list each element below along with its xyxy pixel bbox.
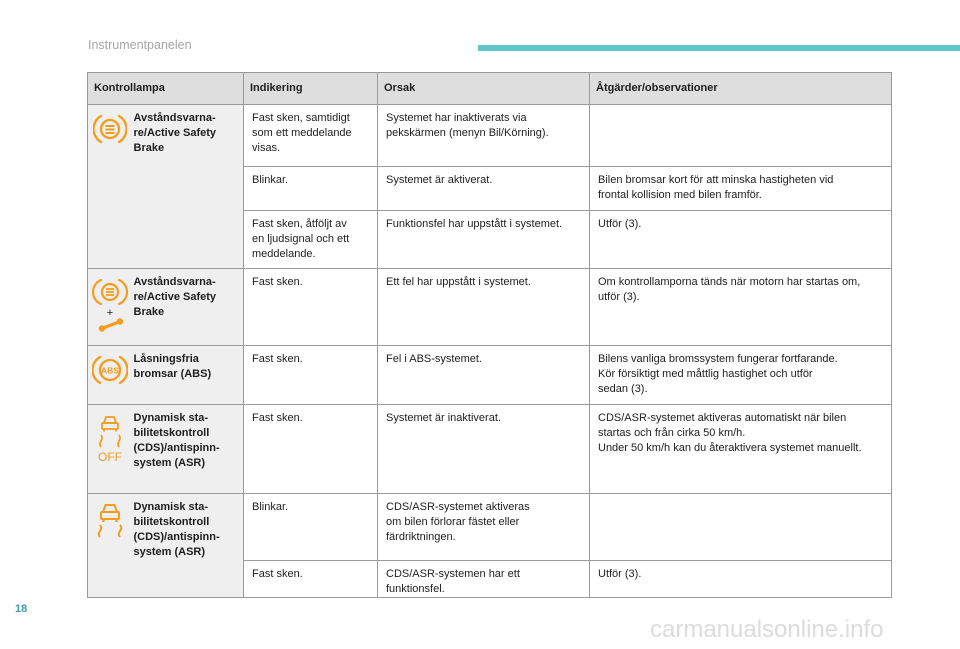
- cause-cell: Fel i ABS-systemet.: [378, 346, 590, 405]
- indication-cell: Blinkar.: [244, 494, 378, 561]
- cause-cell: Systemet är inaktiverat.: [378, 405, 590, 494]
- lamp-icon-cell: [88, 105, 132, 269]
- indication-cell: Fast sken, samtidigt som ett meddelande visas.: [244, 105, 378, 167]
- table-header-row: [88, 73, 892, 105]
- section-title: Instrumentpanelen: [88, 38, 192, 52]
- indication-cell: Fast sken, åtföljt av en ljudsignal och ett meddelande.: [244, 211, 378, 269]
- cause-cell: CDS/ASR-systemen har ett funktionsfel.: [378, 561, 590, 598]
- off-label: OFF: [97, 450, 122, 463]
- distance-alert-icon: [93, 113, 127, 145]
- table-row: [88, 269, 892, 346]
- action-cell: [590, 494, 892, 561]
- cause-cell: Systemet är aktiverat.: [378, 167, 590, 211]
- table-row: [88, 494, 892, 561]
- lamp-name: Avståndsvarna- re/Active Safety Brake: [132, 269, 244, 346]
- abs-icon: [92, 354, 128, 386]
- cause-cell: Ett fel har uppstått i systemet.: [378, 269, 590, 346]
- cause-cell: CDS/ASR-systemet aktiveras om bilen förlorar fästet eller färdriktningen.: [378, 494, 590, 561]
- warning-lamp-table: [87, 72, 892, 598]
- lamp-name: Dynamisk sta- bilitetskontroll (CDS)/antispinn- system (ASR): [132, 494, 244, 598]
- cause-cell: Funktionsfel har uppstått i systemet.: [378, 211, 590, 269]
- indication-cell: Fast sken.: [244, 405, 378, 494]
- indication-cell: Fast sken.: [244, 346, 378, 405]
- lamp-icon-cell: [88, 494, 132, 598]
- column-header-action: Åtgärder/observationer: [590, 73, 892, 105]
- indication-cell: Blinkar.: [244, 167, 378, 211]
- lamp-icon-cell: [88, 346, 132, 405]
- table-row: [88, 346, 892, 405]
- action-cell: CDS/ASR-systemet aktiveras automatiskt när bilen startas och från cirka 50 km/h. Under 50 km/h kan du återaktivera systemet manuellt.: [590, 405, 892, 494]
- page-number: 18: [15, 603, 28, 615]
- distance-alert-wrench-icon: [92, 277, 128, 335]
- cause-cell: Systemet har inaktiverats via pekskärmen (menyn Bil/Körning).: [378, 105, 590, 167]
- action-cell: Bilen bromsar kort för att minska hastigheten vid frontal kollision med bilen framför.: [590, 167, 892, 211]
- action-cell: Om kontrollamporna tänds när motorn har startas om, utför (3).: [590, 269, 892, 346]
- indication-cell: Fast sken.: [244, 561, 378, 598]
- indication-cell: Fast sken.: [244, 269, 378, 346]
- action-cell: [590, 105, 892, 167]
- plus-sign: +: [106, 307, 113, 319]
- header-accent-bar: [478, 45, 960, 51]
- table-row: [88, 405, 892, 494]
- abs-label: ABS: [100, 365, 119, 376]
- stability-control-off-icon: [92, 413, 128, 463]
- column-header-cause: Orsak: [378, 73, 590, 105]
- table-row: [88, 105, 892, 167]
- watermark: carmanualsonline.info: [650, 616, 884, 643]
- lamp-name: Låsningsfria bromsar (ABS): [132, 346, 244, 405]
- column-header-lamp: Kontrollampa: [88, 73, 244, 105]
- action-cell: Bilens vanliga bromssystem fungerar fortfarande. Kör försiktigt med måttlig hastighet och utför sedan (3).: [590, 346, 892, 405]
- lamp-name: Dynamisk sta- bilitetskontroll (CDS)/antispinn- system (ASR): [132, 405, 244, 494]
- lamp-icon-cell: [88, 269, 132, 346]
- lamp-icon-cell: [88, 405, 132, 494]
- stability-control-icon: [92, 502, 128, 538]
- column-header-indication: Indikering: [244, 73, 378, 105]
- action-cell: Utför (3).: [590, 561, 892, 598]
- lamp-name: Avståndsvarna- re/Active Safety Brake: [132, 105, 244, 269]
- action-cell: Utför (3).: [590, 211, 892, 269]
